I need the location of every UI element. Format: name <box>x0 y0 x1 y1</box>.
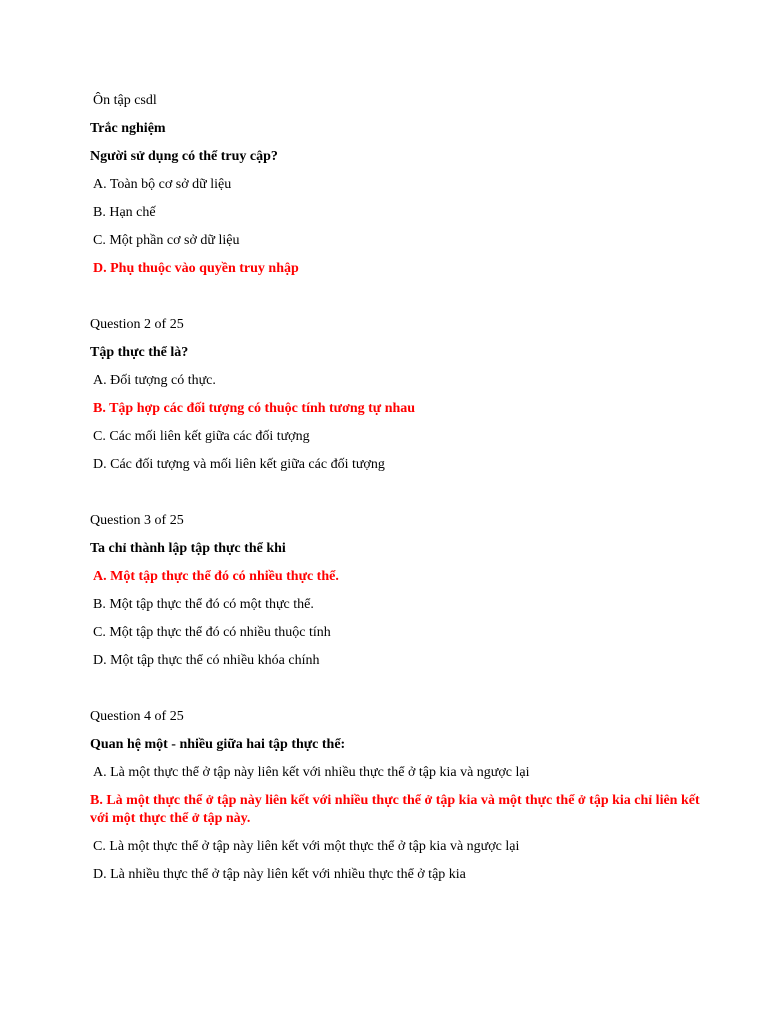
question-1-option-d-correct: D. Phụ thuộc vào quyền truy nhập <box>93 261 299 276</box>
question-3-option-d: D. Một tập thực thể có nhiều khóa chính <box>93 653 320 668</box>
question-4-option-d: D. Là nhiều thực thể ở tập này liên kết với nhiều thực thể ở tập kia <box>93 867 466 882</box>
question-1-option-a: A. Toàn bộ cơ sở dữ liệu <box>93 177 232 192</box>
question-1-option-b: B. Hạn chế <box>93 205 156 220</box>
question-3-option-c: C. Một tập thực thể đó có nhiều thuộc tính <box>93 625 331 640</box>
question-3-text: Ta chỉ thành lập tập thực thể khi <box>90 541 286 556</box>
question-1-text: Người sử dụng có thể truy cập? <box>90 149 278 164</box>
question-3-option-b: B. Một tập thực thể đó có một thực thể. <box>93 597 314 612</box>
question-4-text: Quan hệ một - nhiều giữa hai tập thực thể: <box>90 737 346 752</box>
question-2-option-c: C. Các mối liên kết giữa các đối tượng <box>93 429 310 444</box>
question-2-option-a: A. Đối tượng có thực. <box>93 373 216 388</box>
question-4-option-b-correct: B. Là một thực thể ở tập này liên kết với nhiều thực thể ở tập kia và một thực thể ở tập kia chỉ liên kết với một thực thể ở tập này. <box>90 793 700 826</box>
question-2-header: Question 2 of 25 <box>90 317 184 332</box>
question-1-option-c: C. Một phần cơ sở dữ liệu <box>93 233 240 248</box>
question-2-option-d: D. Các đối tượng và mối liên kết giữa các đối tượng <box>93 457 385 472</box>
question-4-option-c: C. Là một thực thể ở tập này liên kết với một thực thể ở tập kia và ngược lại <box>93 839 520 854</box>
section-heading: Trắc nghiệm <box>90 121 166 136</box>
question-3-option-a-correct: A. Một tập thực thể đó có nhiều thực thể. <box>93 569 339 584</box>
question-2-option-b-correct: B. Tập hợp các đối tượng có thuộc tính tương tự nhau <box>93 401 416 416</box>
question-2-text: Tập thực thể là? <box>90 345 189 360</box>
question-3-header: Question 3 of 25 <box>90 513 184 528</box>
question-4-option-a: A. Là một thực thể ở tập này liên kết với nhiều thực thể ở tập kia và ngược lại <box>93 765 530 780</box>
question-4-header: Question 4 of 25 <box>90 709 184 724</box>
document-title: Ôn tập csdl <box>93 93 157 108</box>
